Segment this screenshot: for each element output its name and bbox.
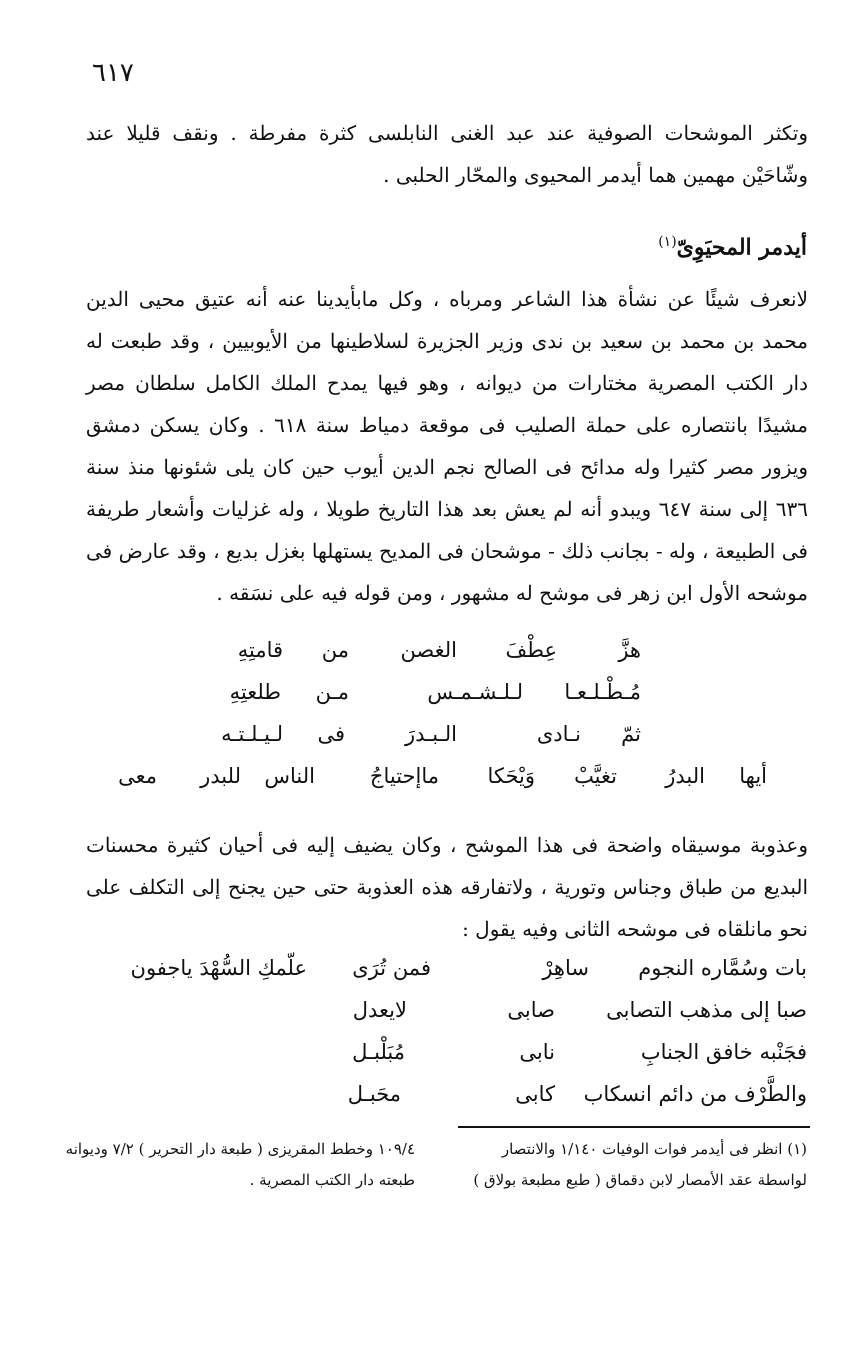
body-paragraph-2: وعذوبة موسيقاه واضحة فى هذا الموشح ، وكان يضيف إليه فى أحيان كثيرة محسنات البديع من طباق وجناس وتورية ، ولاتفارقه هذه العذوبة حتى حين يجنح إلى التكلف على نحو مانلقاه فى موشحه الثانى وفيه يقول : [86, 833, 809, 941]
verse-segment: ساهِرْ [542, 956, 589, 980]
verse-segment: فجَنْبه خافق الجنابِ [640, 1040, 807, 1064]
verse-word: قامتِهِ [237, 638, 283, 662]
verse-segment: والطَّرْف من دائم انسكاب [583, 1082, 807, 1106]
verse-segment: لايعدل [352, 998, 407, 1022]
verse-segment: علّمكِ السُّهْدَ ياجفون [130, 956, 307, 980]
footnote-line: (١) انظر فى أيدمر فوات الوفيات ١/١٤٠ والانتصار [501, 1140, 807, 1158]
verse-word: ماإحتياجُ [369, 764, 439, 788]
verse-word: الناس [264, 764, 315, 788]
verse-segment: مُبَلْبـل [352, 1040, 405, 1064]
verse-word: طلعتِهِ [229, 680, 281, 704]
verse-segment: محَبـل [347, 1082, 401, 1106]
verse-word: فى [317, 722, 345, 746]
verse-word: ثمّ [621, 722, 641, 746]
footnote-line: لواسطة عقد الأمصار لابن دقماق ( طبع مطبعة بولاق ) [473, 1171, 807, 1189]
verse-word: للبدر [200, 764, 241, 788]
footnote-divider [458, 1126, 810, 1128]
footnote-left-column [66, 1134, 415, 1196]
footnote-line: طبعته دار الكتب المصرية . [249, 1171, 415, 1189]
verse-segment: صبا إلى مذهب التصابى [606, 998, 807, 1022]
footnote-marker: (١) [658, 234, 677, 250]
verse-word: أيها [739, 764, 767, 788]
verse-segment: فمن تُرَى [352, 956, 431, 980]
verse-segment: نابى [519, 1040, 555, 1064]
verse-word: مـن [315, 680, 349, 704]
verse-word: عِطْفَ [505, 638, 557, 662]
verse-word: تغيَّبْ [574, 764, 617, 788]
footnote-line: ١٠٩/٤ وخطط المقريزى ( طبعة دار التحرير ) ٧/٢ وديوانه [65, 1140, 415, 1158]
footnote-right-column [473, 1134, 807, 1196]
page-number: ٦١٧ [92, 58, 134, 88]
verse-word: البدرُ [665, 764, 705, 788]
verse-word: من [321, 638, 349, 662]
verse-word: نـادى [536, 722, 581, 746]
verse-segment: كابى [515, 1082, 555, 1106]
verse-segment: بات وسُمَّاره النجوم [638, 956, 807, 980]
verse-word: الـبـدرَ [404, 722, 457, 746]
verse-word: لـيـلـتـه [221, 722, 283, 746]
verse-segment: صابى [507, 998, 555, 1022]
verse-word: الغصن [400, 638, 457, 662]
verse-word: مُـطْـلـعـا [564, 680, 641, 704]
verse-word: معى [118, 764, 157, 788]
verse-word: لـلـشـمـس [427, 680, 523, 704]
verse-word: هزَّ [618, 638, 641, 662]
intro-paragraph: وتكثر الموشحات الصوفية عند عبد الغنى النابلسى كثرة مفرطة . ونقف قليلا عند وشّاحَيْن مهمين هما أيدمر المحيوى والمحّار الحلبى . [86, 121, 808, 187]
verse-word: وَيْحَكا [487, 764, 535, 788]
section-heading [658, 234, 807, 260]
heading-text: أيدمر المحيَوِىّ [676, 234, 807, 261]
body-paragraph-1: لانعرف شيئًا عن نشأة هذا الشاعر ومرباه ، وكل مابأيدينا عنه أنه عتيق محيى الدين محمد بن محمد بن سعيد بن ندى وزير الجزيرة لسلاطينها من الأيوبيين ، وقد طبعت له دار الكتب المصرية مختارات من ديوانه ، وهو فيها يمدح الملك الكامل سلطان مصر مشيدًا بانتصاره على حملة الصليب فى موقعة دمياط سنة ٦١٨ . وكان يسكن دمشق ويزور مصر كثيرا وله مدائح فى الصالح نجم الدين أيوب حين كان يلى شئونها منذ سنة ٦٣٦ إلى سنة ٦٤٧ ويبدو أنه لم يعش بعد هذا التاريخ طويلا ، وله غزليات وأشعار طريفة فى الطبيعة ، وله - بجانب ذلك - موشحان فى المديح يستهلها بغزل بديع ، وقد عارض فى موشحه الأول ابن زهر فى موشح له مشهور ، ومن قوله فيه على نسَقه . [86, 287, 808, 605]
